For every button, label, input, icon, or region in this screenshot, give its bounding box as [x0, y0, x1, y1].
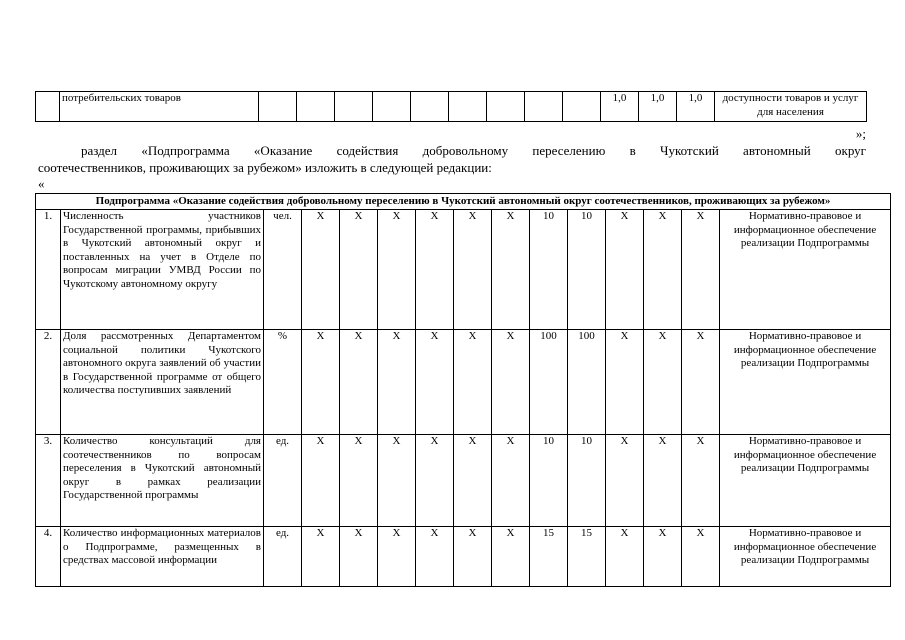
row-number: 1. — [36, 210, 61, 330]
basis: Нормативно-правовое и информационное обеспечение реализации Подпрограммы — [720, 330, 891, 435]
table-row: 2. Доля рассмотренных Департаментом социальной политики Чукотского автономного округа заявлений об участии в Государственной программе от общего количества поступивших заявлений % Х Х Х Х Х Х 100 100 Х Х Х Нормативно-правовое и информационное обеспечение реализации Подпрограммы — [36, 330, 891, 435]
table-row: 4. Количество информационных материалов о Подпрограмме, размещенных в средствах массовой информации ед. Х Х Х Х Х Х 15 15 Х Х Х Нормативно-правовое и информационное обеспечение реализации Подпрограммы — [36, 527, 891, 587]
unit: % — [264, 330, 302, 435]
basis: Нормативно-правовое и информационное обеспечение реализации Подпрограммы — [720, 527, 891, 587]
unit: ед. — [264, 527, 302, 587]
subprogram-table — [35, 193, 891, 587]
unit: чел. — [264, 210, 302, 330]
indicator-name: Количество информационных материалов о Подпрограмме, размещенных в средствах массовой информации — [61, 527, 264, 587]
indicator-note: доступности товаров и услуг для населения — [715, 92, 867, 122]
indicator-name: потребительских товаров — [60, 92, 259, 122]
indicator-name: Численность участников Государственной программы, прибывших в Чукотский автономный округ и поставленных на учет в Отделе по вопросам миграции УМВД России по Чукотскому автономному округу — [61, 210, 264, 330]
basis: Нормативно-правовое и информационное обеспечение реализации Подпрограммы — [720, 210, 891, 330]
row-number: 2. — [36, 330, 61, 435]
indicator-name: Доля рассмотренных Департаментом социальной политики Чукотского автономного округа заявлений об участии в Государственной программе от общего количества поступивших заявлений — [61, 330, 264, 435]
amendment-paragraph-line1: раздел «Подпрограмма «Оказание содействия добровольному переселению в Чукотский автономный округ — [81, 143, 866, 158]
row-number: 4. — [36, 527, 61, 587]
table-heading-row — [36, 194, 891, 210]
row-number: 3. — [36, 435, 61, 527]
amendment-paragraph-line2: соотечественников, проживающих за рубежом» изложить в следующей редакции: — [38, 160, 492, 175]
table-heading: Подпрограмма «Оказание содействия добровольному переселению в Чукотский автономный округ соотечественников, проживающих за рубежом» — [36, 194, 891, 210]
table-row: 1. Численность участников Государственной программы, прибывших в Чукотский автономный округ и поставленных на учет в Отделе по вопросам миграции УМВД России по Чукотскому автономному округу чел. Х Х Х Х Х Х 10 10 Х Х Х Нормативно-правовое и информационное обеспечение реализации Подпрограммы — [36, 210, 891, 330]
closing-quote: »; — [855, 126, 866, 141]
table-row: потребительских товаров 1,0 1,0 1,0 доступности товаров и услуг для населения — [36, 92, 867, 122]
opening-quote: « — [38, 176, 45, 191]
previous-table-fragment — [35, 91, 867, 122]
unit: ед. — [264, 435, 302, 527]
basis: Нормативно-правовое и информационное обеспечение реализации Подпрограммы — [720, 435, 891, 527]
indicator-name: Количество консультаций для соотечественников по вопросам переселения в Чукотский автономный округ в рамках реализации Государственной программы — [61, 435, 264, 527]
table-row: 3. Количество консультаций для соотечественников по вопросам переселения в Чукотский автономный округ в рамках реализации Государственной программы ед. Х Х Х Х Х Х 10 10 Х Х Х Нормативно-правовое и информационное обеспечение реализации Подпрограммы — [36, 435, 891, 527]
